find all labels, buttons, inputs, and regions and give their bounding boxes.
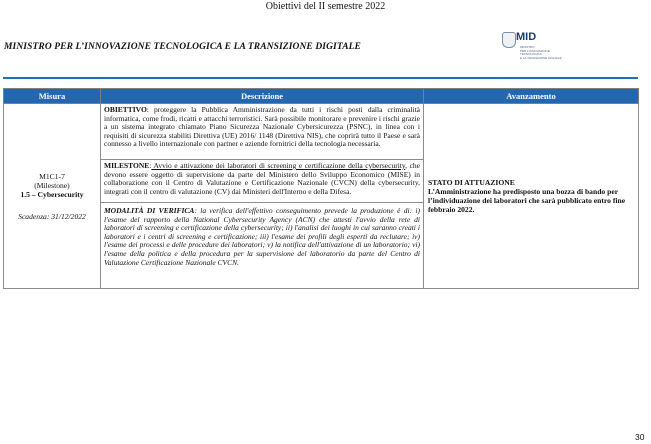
objective-label: OBIETTIVO — [104, 105, 147, 114]
milestone-colon: : — [149, 161, 152, 170]
milestone-label: MILESTONE — [104, 161, 150, 170]
logo-name: MID — [516, 31, 537, 43]
status-text: L’Amministrazione ha predisposto una bozza di bando per l’individuazione dei laboratori che sarà pubblicato entro fine febbraio 2022. — [428, 187, 626, 214]
logo-subtitle-line: MINISTRO — [520, 45, 535, 49]
measure-type: (Milestone) — [34, 180, 70, 190]
logo-subtitle-line: PER L'INNOVAZIONE — [520, 48, 550, 53]
mid-logo — [502, 30, 562, 70]
objective-block — [101, 104, 423, 159]
logo-subtitle-line: E LA TRANSIZIONE DIGITALE — [520, 55, 562, 60]
measure-code: M1C1-7 — [39, 171, 65, 181]
misura-cell — [4, 104, 101, 289]
page-number: 30 — [635, 432, 645, 442]
column-header-avanzamento: Avanzamento — [424, 89, 639, 104]
measure-name: 1.5 – Cybersecurity — [20, 189, 84, 199]
avanzamento-cell — [424, 104, 639, 289]
milestone-text: , che devono essere oggetto di supervisione da parte del Ministero dello Sviluppo Economico (MISE) in collaborazione con il Centro di Valutazione e Certificazione Nazionale (CVCN) della cybersecurity, integrati con il centro di valutazione (CV) dai Ministeri dell'Interno e della Difesa. — [104, 161, 420, 196]
emblem-icon — [502, 32, 516, 48]
column-header-descrizione: Descrizione — [101, 89, 424, 104]
table-row — [4, 104, 639, 289]
descrizione-cell — [101, 104, 424, 289]
column-header-misura: Misura — [4, 89, 101, 104]
measure-deadline: Scadenza: 31/12/2022 — [18, 211, 86, 221]
verification-text: : la verifica dell'effettivo conseguimento prevede la produzione è di: i) l'esame del rapporto della National Cybersecurity Agency (ACN) che attesti l'avvio della rete di laboratori di screening e certificazione della cybersecurity; ii) l'analisi dei luoghi in cui saranno creati i laboratori e i centri di screening e certificazione; iii) l'esame dei profili degli esperti da reclutare; iv) l'esame dei processi e delle procedure dei laboratori; v) la notifica dell'attivazione di un laboratorio; vi) l'esame della politica e della procedura per la supervisione del laboratorio da parte del Centro di Valutazione Certificazione Nazionale CVCN. — [104, 206, 420, 267]
status-label: STATO DI ATTUAZIONE — [428, 178, 515, 187]
verification-label: MODALITÀ DI VERIFICA — [104, 206, 195, 215]
ministry-title: MINISTRO PER L’INNOVAZIONE TECNOLOGICA E LA TRANSIZIONE DIGITALE — [4, 42, 361, 52]
milestone-block — [101, 159, 423, 202]
header-divider — [3, 77, 638, 79]
page-header: Obiettivi del II semestre 2022 — [265, 1, 386, 12]
table-header-row — [4, 89, 639, 104]
objective-text: : proteggere la Pubblica Amministrazione da tutti i rischi posti dalla criminalità informatica, come frodi, ricatti e attacchi terroristici. Sarà possibile monitorare e prevenire i rischi grazie a un sistema integrato chiamato Piano Sicurezza Nazionale Cybersicurezza (PSNC), in linea con i requisiti di sicurezza stabiliti Direttiva (UE) 2016/ 1148 (Direttiva NIS), che coprirà tutto il Paese e sarà connesso a livello internazionale con partner e aziende fornitrici della tecnologia necessaria. — [104, 105, 420, 149]
verification-block — [101, 202, 423, 288]
milestone-title: Avvio e attivazione dei laboratori di screening e certificazione della cybersecurity — [151, 161, 406, 170]
logo-subtitle-line: TECNOLOGICA — [520, 52, 542, 57]
measures-table — [3, 88, 639, 289]
